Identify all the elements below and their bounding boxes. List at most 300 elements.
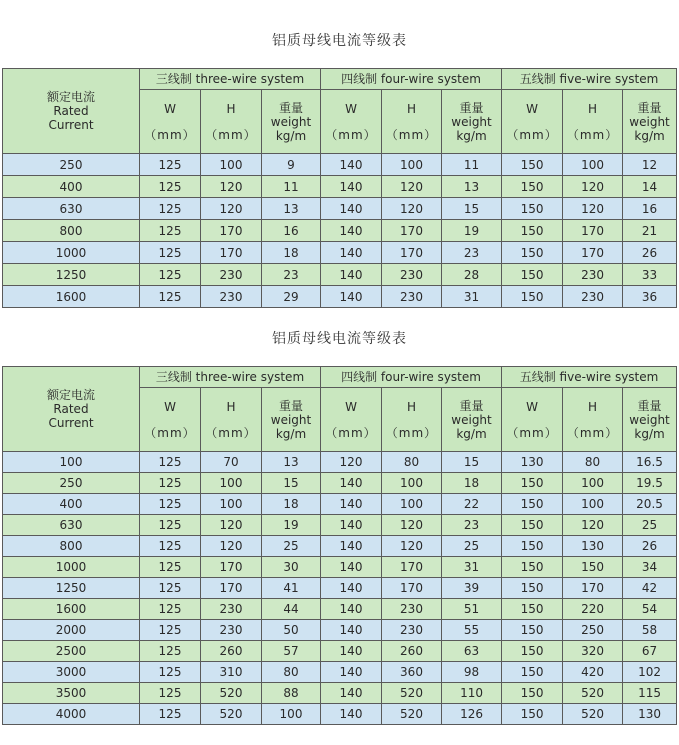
table-row [3, 704, 677, 725]
table-cell: 28 [442, 264, 502, 286]
w-dimension-header [140, 90, 201, 154]
table-cell: 57 [262, 641, 321, 662]
table-cell: 170 [382, 578, 442, 599]
table-cell: 150 [502, 494, 563, 515]
table-cell: 115 [623, 683, 677, 704]
rated-current-cell: 630 [3, 515, 140, 536]
table-cell: 100 [201, 494, 262, 515]
table-cell: 12 [623, 154, 677, 176]
table-cell: 150 [502, 286, 563, 308]
table-cell: 125 [140, 242, 201, 264]
rated-current-cell: 1600 [3, 599, 140, 620]
table-cell: 140 [321, 557, 382, 578]
table-row [3, 473, 677, 494]
table-cell: 125 [140, 662, 201, 683]
w-dimension-header [502, 388, 563, 452]
system-group-header: 四线制 four-wire system [321, 367, 502, 388]
table-cell: 150 [502, 515, 563, 536]
table-cell: 150 [502, 242, 563, 264]
h-label: H [226, 101, 236, 116]
table-cell: 170 [201, 220, 262, 242]
table-cell: 125 [140, 515, 201, 536]
h-label: H [588, 399, 598, 414]
table-cell: 120 [382, 536, 442, 557]
table-cell: 170 [563, 242, 623, 264]
table-cell: 13 [262, 452, 321, 473]
table-cell: 250 [563, 620, 623, 641]
table-2-title: 铝质母线电流等级表 [272, 331, 407, 347]
table-cell: 126 [442, 704, 502, 725]
table-cell: 14 [623, 176, 677, 198]
table-cell: 230 [201, 264, 262, 286]
table-cell: 22 [442, 494, 502, 515]
table-cell: 44 [262, 599, 321, 620]
table-cell: 100 [382, 473, 442, 494]
table-1-title: 铝质母线电流等级表 [272, 33, 407, 49]
table-cell: 140 [321, 473, 382, 494]
mm-unit-label: （mm） [205, 127, 257, 142]
table-cell: 100 [563, 154, 623, 176]
table-cell: 25 [442, 536, 502, 557]
table-cell: 125 [140, 473, 201, 494]
table-row [3, 286, 677, 308]
table-cell: 130 [623, 704, 677, 725]
table-1-body [3, 154, 677, 308]
table-cell: 170 [382, 557, 442, 578]
table-cell: 23 [442, 515, 502, 536]
table-cell: 120 [563, 198, 623, 220]
mm-unit-label: （mm） [325, 425, 377, 440]
table-cell: 125 [140, 198, 201, 220]
table-cell: 125 [140, 494, 201, 515]
weight-header [442, 90, 502, 154]
table-cell: 170 [382, 220, 442, 242]
table-cell: 11 [262, 176, 321, 198]
table-cell: 100 [201, 473, 262, 494]
w-dimension-header [140, 388, 201, 452]
table-cell: 120 [563, 515, 623, 536]
table-cell: 16 [262, 220, 321, 242]
weight-header [262, 90, 321, 154]
table-row [3, 641, 677, 662]
system-group-header: 三线制 three-wire system [140, 69, 321, 90]
weight-label-line: weight [629, 114, 670, 129]
weight-label-line: kg/m [275, 426, 307, 441]
rated-current-cell: 400 [3, 494, 140, 515]
table-cell: 125 [140, 578, 201, 599]
weight-header [623, 388, 677, 452]
weight-label-line: weight [629, 412, 670, 427]
table-cell: 100 [262, 704, 321, 725]
table-cell: 30 [262, 557, 321, 578]
table-cell: 125 [140, 704, 201, 725]
h-dimension-header [382, 90, 442, 154]
table-cell: 520 [382, 683, 442, 704]
rated-current-cell: 4000 [3, 704, 140, 725]
table-row [3, 264, 677, 286]
table-cell: 125 [140, 176, 201, 198]
table-cell: 420 [563, 662, 623, 683]
table-cell: 125 [140, 154, 201, 176]
table-cell: 26 [623, 536, 677, 557]
rated-current-cell: 800 [3, 536, 140, 557]
table-cell: 9 [262, 154, 321, 176]
mm-unit-label: （mm） [566, 127, 619, 142]
table-cell: 230 [563, 286, 623, 308]
table-cell: 170 [201, 578, 262, 599]
table-row [3, 599, 677, 620]
table-cell: 150 [502, 264, 563, 286]
table-cell: 140 [321, 578, 382, 599]
w-dimension-header [321, 388, 382, 452]
table-cell: 260 [201, 641, 262, 662]
table-cell: 11 [442, 154, 502, 176]
table-cell: 140 [321, 704, 382, 725]
table-row [3, 452, 677, 473]
rated-current-cell: 630 [3, 198, 140, 220]
table-cell: 125 [140, 536, 201, 557]
table-2 [2, 366, 677, 725]
table-cell: 120 [201, 198, 262, 220]
table-cell: 125 [140, 641, 201, 662]
table-cell: 88 [262, 683, 321, 704]
rated-current-line: Rated [53, 402, 89, 416]
table-cell: 150 [502, 220, 563, 242]
system-group-header: 五线制 five-wire system [502, 367, 677, 388]
table-cell: 520 [563, 683, 623, 704]
table-cell: 21 [623, 220, 677, 242]
table-cell: 140 [321, 154, 382, 176]
table-cell: 140 [321, 536, 382, 557]
table-cell: 230 [201, 620, 262, 641]
table-cell: 31 [442, 286, 502, 308]
mm-unit-label: （mm） [506, 127, 558, 142]
table-row [3, 220, 677, 242]
table-cell: 140 [321, 662, 382, 683]
table-cell: 34 [623, 557, 677, 578]
weight-header [623, 90, 677, 154]
table-cell: 13 [262, 198, 321, 220]
table-2-body [3, 452, 677, 725]
table-cell: 33 [623, 264, 677, 286]
rated-current-header [3, 367, 140, 452]
table-cell: 125 [140, 599, 201, 620]
rated-current-cell: 400 [3, 176, 140, 198]
table-cell: 125 [140, 557, 201, 578]
mm-unit-label: （mm） [205, 425, 257, 440]
rated-current-cell: 800 [3, 220, 140, 242]
w-label: W [345, 399, 357, 414]
weight-label-line: 重量 [278, 100, 303, 115]
table-cell: 110 [442, 683, 502, 704]
table-cell: 58 [623, 620, 677, 641]
table-cell: 150 [502, 154, 563, 176]
table-cell: 140 [321, 515, 382, 536]
table-cell: 230 [563, 264, 623, 286]
weight-label-line: kg/m [634, 426, 665, 441]
table-cell: 63 [442, 641, 502, 662]
table-cell: 125 [140, 620, 201, 641]
w-label: W [164, 399, 176, 414]
system-group-header: 四线制 four-wire system [321, 69, 502, 90]
h-label: H [588, 101, 598, 116]
table-cell: 120 [201, 176, 262, 198]
table-cell: 51 [442, 599, 502, 620]
table-cell: 140 [321, 683, 382, 704]
weight-label-line: kg/m [275, 128, 307, 143]
table-cell: 230 [382, 620, 442, 641]
table-cell: 130 [563, 536, 623, 557]
table-cell: 140 [321, 641, 382, 662]
table-cell: 120 [563, 176, 623, 198]
rated-current-cell: 250 [3, 154, 140, 176]
mm-unit-label: （mm） [385, 425, 438, 440]
table-row [3, 578, 677, 599]
rated-current-cell: 3500 [3, 683, 140, 704]
table-cell: 102 [623, 662, 677, 683]
rated-current-header [3, 69, 140, 154]
table-cell: 125 [140, 452, 201, 473]
table-row [3, 557, 677, 578]
table-cell: 41 [262, 578, 321, 599]
rated-current-cell: 250 [3, 473, 140, 494]
table-cell: 29 [262, 286, 321, 308]
table-row [3, 176, 677, 198]
table-cell: 100 [563, 494, 623, 515]
mm-unit-label: （mm） [385, 127, 438, 142]
table-cell: 18 [262, 242, 321, 264]
table-cell: 140 [321, 198, 382, 220]
weight-label-line: 重量 [637, 100, 662, 115]
table-cell: 19 [262, 515, 321, 536]
table-cell: 15 [442, 452, 502, 473]
table-cell: 150 [502, 198, 563, 220]
w-dimension-header [502, 90, 563, 154]
table-1-header [3, 69, 677, 154]
rated-current-line: Current [48, 416, 94, 430]
table-cell: 19.5 [623, 473, 677, 494]
table-cell: 150 [502, 536, 563, 557]
table-cell: 36 [623, 286, 677, 308]
table-row [3, 198, 677, 220]
table-cell: 120 [321, 452, 382, 473]
w-label: W [526, 399, 538, 414]
table-cell: 26 [623, 242, 677, 264]
table-cell: 220 [563, 599, 623, 620]
table-cell: 230 [382, 599, 442, 620]
system-group-header: 五线制 five-wire system [502, 69, 677, 90]
h-dimension-header [563, 388, 623, 452]
rated-current-line: Rated [53, 104, 89, 118]
table-cell: 150 [502, 620, 563, 641]
w-label: W [345, 101, 357, 116]
table-2-header [3, 367, 677, 452]
table-cell: 170 [201, 242, 262, 264]
h-dimension-header [201, 388, 262, 452]
h-label: H [406, 101, 417, 116]
weight-label-line: 重量 [459, 100, 484, 115]
rated-current-cell: 2000 [3, 620, 140, 641]
table-cell: 125 [140, 286, 201, 308]
table-cell: 15 [442, 198, 502, 220]
weight-label-line: weight [270, 412, 312, 427]
table-cell: 31 [442, 557, 502, 578]
table-cell: 20.5 [623, 494, 677, 515]
table-cell: 150 [502, 683, 563, 704]
table-cell: 140 [321, 286, 382, 308]
rated-current-line: Current [48, 118, 94, 132]
weight-label-line: 重量 [637, 398, 662, 413]
table-cell: 125 [140, 220, 201, 242]
w-label: W [526, 101, 538, 116]
table-cell: 140 [321, 242, 382, 264]
table-cell: 23 [262, 264, 321, 286]
rated-current-cell: 2500 [3, 641, 140, 662]
table-cell: 150 [502, 662, 563, 683]
weight-label-line: 重量 [459, 398, 484, 413]
rated-current-cell: 100 [3, 452, 140, 473]
w-label: W [164, 101, 176, 116]
table-cell: 120 [201, 515, 262, 536]
table-cell: 120 [382, 176, 442, 198]
table-cell: 25 [262, 536, 321, 557]
table-cell: 23 [442, 242, 502, 264]
table-cell: 54 [623, 599, 677, 620]
rated-current-cell: 1600 [3, 286, 140, 308]
rated-current-line: 额定电流 [46, 90, 95, 104]
rated-current-cell: 1250 [3, 578, 140, 599]
table-cell: 80 [382, 452, 442, 473]
table-row [3, 515, 677, 536]
table-cell: 150 [502, 557, 563, 578]
table-cell: 140 [321, 494, 382, 515]
table-cell: 13 [442, 176, 502, 198]
weight-header [262, 388, 321, 452]
table-cell: 80 [563, 452, 623, 473]
table-cell: 120 [201, 536, 262, 557]
table-cell: 310 [201, 662, 262, 683]
table-cell: 55 [442, 620, 502, 641]
rated-current-line: 额定电流 [46, 388, 95, 402]
table-cell: 67 [623, 641, 677, 662]
h-dimension-header [201, 90, 262, 154]
table-1 [2, 68, 677, 308]
table-cell: 140 [321, 220, 382, 242]
rated-current-cell: 1250 [3, 264, 140, 286]
table-cell: 100 [201, 154, 262, 176]
table-cell: 125 [140, 683, 201, 704]
table-cell: 125 [140, 264, 201, 286]
table-cell: 230 [382, 286, 442, 308]
table-cell: 50 [262, 620, 321, 641]
table-cell: 520 [563, 704, 623, 725]
mm-unit-label: （mm） [566, 425, 619, 440]
table-cell: 130 [502, 452, 563, 473]
table-cell: 150 [502, 704, 563, 725]
system-group-header: 三线制 three-wire system [140, 367, 321, 388]
table-cell: 150 [502, 578, 563, 599]
table-cell: 150 [563, 557, 623, 578]
table-cell: 42 [623, 578, 677, 599]
table-cell: 70 [201, 452, 262, 473]
weight-label-line: kg/m [634, 128, 665, 143]
table-row [3, 494, 677, 515]
weight-label-line: weight [270, 114, 312, 129]
h-label: H [226, 399, 236, 414]
table-cell: 170 [382, 242, 442, 264]
table-cell: 15 [262, 473, 321, 494]
table-cell: 120 [382, 198, 442, 220]
weight-label-line: weight [451, 412, 492, 427]
table-cell: 25 [623, 515, 677, 536]
table-row [3, 242, 677, 264]
table-cell: 98 [442, 662, 502, 683]
table-cell: 230 [201, 286, 262, 308]
table-cell: 39 [442, 578, 502, 599]
rated-current-cell: 1000 [3, 242, 140, 264]
table-cell: 16.5 [623, 452, 677, 473]
mm-unit-label: （mm） [144, 425, 196, 440]
h-label: H [406, 399, 417, 414]
mm-unit-label: （mm） [325, 127, 377, 142]
table-cell: 320 [563, 641, 623, 662]
table-cell: 18 [262, 494, 321, 515]
table-row [3, 154, 677, 176]
table-cell: 150 [502, 641, 563, 662]
table-cell: 140 [321, 620, 382, 641]
table-cell: 18 [442, 473, 502, 494]
table-cell: 100 [563, 473, 623, 494]
table-cell: 170 [563, 220, 623, 242]
table-cell: 520 [382, 704, 442, 725]
rated-current-cell: 3000 [3, 662, 140, 683]
table-cell: 19 [442, 220, 502, 242]
table-row [3, 662, 677, 683]
table-row [3, 620, 677, 641]
table-cell: 150 [502, 176, 563, 198]
table-row [3, 683, 677, 704]
table-cell: 100 [382, 154, 442, 176]
mm-unit-label: （mm） [144, 127, 196, 142]
w-dimension-header [321, 90, 382, 154]
weight-label-line: 重量 [278, 398, 303, 413]
table-cell: 120 [382, 515, 442, 536]
mm-unit-label: （mm） [506, 425, 558, 440]
table-cell: 140 [321, 264, 382, 286]
table-cell: 150 [502, 473, 563, 494]
rated-current-cell: 1000 [3, 557, 140, 578]
table-cell: 170 [563, 578, 623, 599]
table-cell: 80 [262, 662, 321, 683]
table-cell: 520 [201, 683, 262, 704]
table-cell: 100 [382, 494, 442, 515]
weight-label-line: weight [451, 114, 492, 129]
table-cell: 260 [382, 641, 442, 662]
weight-label-line: kg/m [456, 128, 487, 143]
table-cell: 360 [382, 662, 442, 683]
table-cell: 140 [321, 599, 382, 620]
weight-label-line: kg/m [456, 426, 487, 441]
table-cell: 230 [382, 264, 442, 286]
table-cell: 170 [201, 557, 262, 578]
table-cell: 150 [502, 599, 563, 620]
table-cell: 16 [623, 198, 677, 220]
table-cell: 140 [321, 176, 382, 198]
weight-header [442, 388, 502, 452]
h-dimension-header [563, 90, 623, 154]
table-cell: 520 [201, 704, 262, 725]
h-dimension-header [382, 388, 442, 452]
